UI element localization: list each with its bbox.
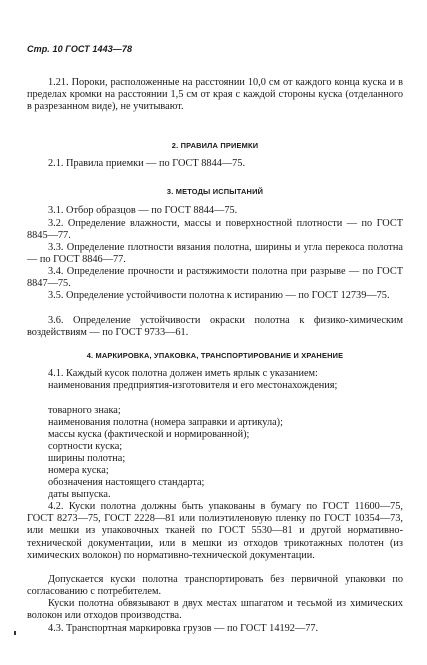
- list-item: сортности куска;: [48, 441, 123, 452]
- list-item: номера куска;: [48, 465, 109, 476]
- list-item: ширины полотна;: [48, 453, 126, 464]
- paragraph-3-4: 3.4. Определение прочности и растяжимости полотна при разрыве — по ГОСТ 8847—75.: [27, 266, 403, 290]
- list-item: наименования полотна (номера заправки и артикула);: [48, 417, 283, 428]
- paragraph-4-2: 4.2. Куски полотна должны быть упакованы в бумагу по ГОСТ 11600—75, ГОСТ 8273—75, ГОСТ 2228—81 или полиэтиленовую пленку по ГОСТ 10354—73, или мешки из упаковочных тканей по ГОСТ 5530—81 и другой нормативно-технической документации, или в мешки из отходов трикотажных полотен (из химических волокон) по нормативно-технической документации.: [27, 501, 403, 561]
- section-3-title: 3. МЕТОДЫ ИСПЫТАНИЙ: [166, 187, 264, 196]
- list-item: даты выпуска.: [48, 489, 111, 500]
- page-header: Стр. 10 ГОСТ 1443—78: [27, 44, 133, 54]
- list-item: обозначения настоящего стандарта;: [48, 477, 205, 488]
- paragraph-1-21: 1.21. Пороки, расположенные на расстоянии 10,0 см от каждого конца куска и в пределах кромки на расстоянии 1,5 см от края с каждой стороны куска (отделанного в разрезанном виде), не учитывают.: [27, 77, 403, 113]
- paragraph-3-3: 3.3. Определение плотности вязания полотна, ширины и угла перекоса полотна — по ГОСТ 8846—77.: [27, 242, 403, 266]
- paragraph-4-2-b: Допускается куски полотна транспортировать без первичной упаковки по согласованию с потребителем.: [27, 574, 403, 598]
- paragraph-3-5: 3.5. Определение устойчивости полотна к истиранию — по ГОСТ 12739—75.: [48, 290, 390, 301]
- section-2-title: 2. ПРАВИЛА ПРИЕМКИ: [171, 141, 259, 150]
- paragraph-3-1: 3.1. Отбор образцов — по ГОСТ 8844—75.: [48, 205, 238, 216]
- section-4-title: 4. МАРКИРОВКА, УПАКОВКА, ТРАНСПОРТИРОВАНИЕ И ХРАНЕНИЕ: [86, 351, 344, 360]
- paragraph-4-2-c: Куски полотна обвязывают в двух местах шпагатом и тесьмой из химических волокон или отходов производства.: [27, 598, 403, 622]
- paragraph-3-6: 3.6. Определение устойчивости окраски полотна к физико-химическим воздействиям — по ГОСТ 9733—61.: [27, 315, 403, 339]
- paragraph-3-2: 3.2. Определение влажности, массы и поверхностной плотности — по ГОСТ 8845—77.: [27, 218, 403, 242]
- list-item: массы куска (фактической и нормированной);: [48, 429, 250, 440]
- paragraph-2-1: 2.1. Правила приемки — по ГОСТ 8844—75.: [48, 158, 246, 169]
- margin-mark: [14, 631, 16, 635]
- paragraph-4-1-line1: 4.1. Каждый кусок полотна должен иметь ярлык с указанием:: [48, 368, 318, 379]
- paragraph-4-1-line2: наименования предприятия-изготовителя и его местонахождения;: [48, 380, 338, 391]
- paragraph-4-3: 4.3. Транспортная маркировка грузов — по ГОСТ 14192—77.: [48, 623, 319, 634]
- list-item: товарного знака;: [48, 405, 121, 416]
